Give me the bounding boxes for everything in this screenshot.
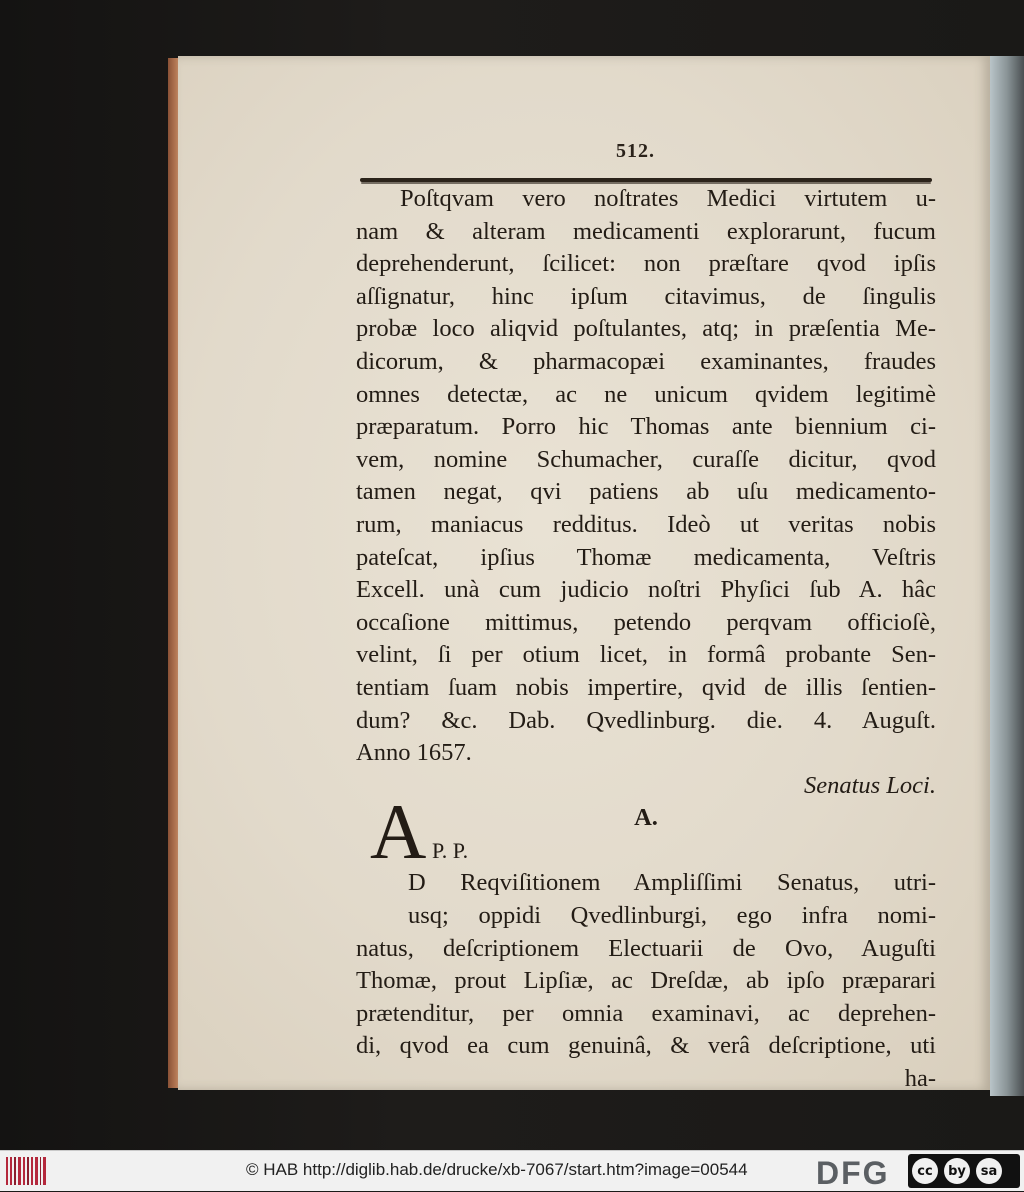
header-rule [360,178,932,182]
by-icon: by [944,1158,970,1184]
salutation: P. P. [432,837,469,863]
text-line: natus, deſcriptionem Electuarii de Ovo, Auguſti [356,934,936,962]
hab-logo-icon [6,1157,46,1185]
text-line: omnes detectæ, ac ne unicum qvidem legitimè [356,380,936,408]
text-line: tentiam ſuam nobis impertire, qvid de illis ſentien- [356,673,936,701]
text-line: rum, maniacus redditus. Ideò ut veritas nobis [356,510,936,538]
text-line: deprehenderunt, ſcilicet: non præſtare qvod ipſis [356,250,936,278]
section-letter: A. [634,804,658,832]
signature: Senatus Loci. [803,771,936,799]
text-line: probæ loco aliqvid poſtulantes, atq; in præſentia Me- [356,315,936,343]
text-line: dum? &c. Dab. Qvedlinburg. die. 4. Auguſt. [356,706,936,734]
text-line: prætenditur, per omnia examinavi, ac deprehen- [356,999,936,1027]
copyright-link[interactable]: © HAB http://diglib.hab.de/drucke/xb-7067/start.htm?image=00544 [246,1160,748,1179]
text-line: occaſione mittimus, petendo perqvam officioſè, [356,608,936,636]
text-line: pateſcat, ipſius Thomæ medicamenta, Veſtris [356,543,936,571]
text-line: Thomæ, prout Lipſiæ, ac Dreſdæ, ab ipſo præparari [356,967,936,995]
dfg-logo: DFG [816,1155,890,1191]
text-line: usq; oppidi Qvedlinburgi, ego infra nomi- [408,902,936,930]
text-line: aſſignatur, hinc ipſum citavimus, de ſingulis [356,282,936,310]
text-line: vem, nomine Schumacher, curaſſe dicitur, qvod [356,445,936,473]
text-line: Excell. unà cum judicio noſtri Phyſici ſub A. hâc [356,576,936,604]
text-line: velint, ſi per otium licet, in formâ probante Sen- [356,641,936,669]
text-line: Anno 1657. [356,739,472,767]
text-line: Poſtqvam vero noſtrates Medici virtutem u- [400,185,936,212]
text-line: di, qvod ea cum genuinâ, & verâ deſcriptione, uti [356,1032,936,1060]
text-line: præparatum. Porro hic Thomas ante biennium ci- [356,413,936,441]
cc-license-badge[interactable] [908,1154,1020,1188]
text-line: tamen negat, qvi patiens ab uſu medicamento- [356,478,936,506]
body-text [356,183,936,1096]
sa-icon: sa [976,1158,1002,1184]
page-number: 512. [616,140,655,162]
drop-capital: A [370,788,427,875]
cc-icon: cc [912,1158,938,1184]
text-line: dicorum, & pharmacopæi examinantes, fraudes [356,347,936,375]
right-margin-strip [990,56,1024,1096]
catchword: ha- [904,1065,936,1093]
text-line: nam & alteram medicamenti explorarunt, fucum [356,217,936,245]
footer-bar [0,1150,1024,1191]
text-line: D Reqviſitionem Ampliſſimi Senatus, utri- [408,869,936,897]
